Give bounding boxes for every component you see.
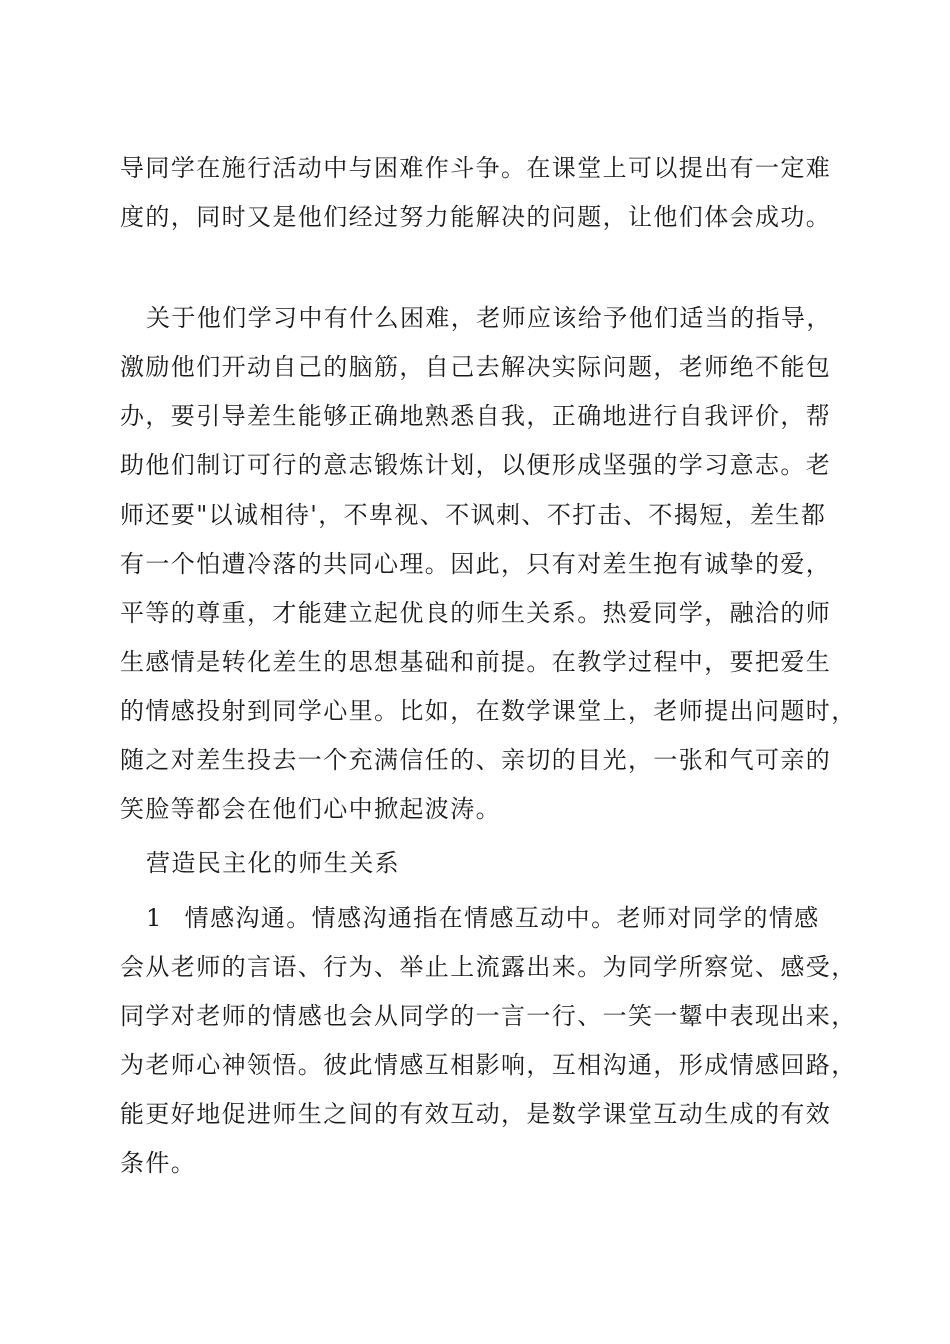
- paragraph-2-line-5: 师还要"以诚相待'，不卑视、不讽刺、不打击、不揭短，差生都: [120, 501, 827, 529]
- paragraph-3-line-2: 会从老师的言语、行为、举止上流露出来。为同学所察觉、感受，: [120, 953, 857, 981]
- paragraph-2-line-1: 关于他们学习中有什么困难，老师应该给予他们适当的指导，: [146, 304, 832, 332]
- paragraph-3-line-5: 能更好地促进师生之间的有效互动，是数学课堂互动生成的有效: [120, 1100, 832, 1128]
- paragraph-3-line-4: 为老师心神领悟。彼此情感互相影响，互相沟通，形成情感回路，: [120, 1051, 857, 1079]
- paragraph-2-line-10: 随之对差生投去一个充满信任的、亲切的目光，一张和气可亲的: [120, 746, 832, 774]
- paragraph-2-line-3: 办，要引导差生能够正确地熟悉自我，正确地进行自我评价，帮: [120, 402, 832, 430]
- section-heading: 营造民主化的师生关系: [146, 849, 400, 877]
- paragraph-2-line-7: 平等的尊重，才能建立起优良的师生关系。热爱同学，融洽的师: [120, 599, 832, 627]
- paragraph-3-line-1: [146, 903, 820, 933]
- paragraph-3-line-6: 条件。: [120, 1149, 197, 1177]
- paragraph-3-line-3: 同学对老师的情感也会从同学的一言一行、一笑一颦中表现出来，: [120, 1002, 857, 1030]
- item-number: 1: [146, 904, 163, 932]
- paragraph-3-line-1-text: 情感沟通。情感沟通指在情感互动中。老师对同学的情感: [184, 904, 820, 932]
- paragraph-1-line-2: 度的，同时又是他们经过努力能解决的问题，让他们体会成功。: [120, 203, 832, 231]
- paragraph-1-line-1: 导同学在施行活动中与困难作斗争。在课堂上可以提出有一定难: [120, 154, 832, 182]
- paragraph-2-line-4: 助他们制订可行的意志锻炼计划，以便形成坚强的学习意志。老: [120, 451, 832, 479]
- paragraph-2-line-8: 生感情是转化差生的思想基础和前提。在教学过程中，要把爱生: [120, 648, 832, 676]
- paragraph-2-line-11: 笑脸等都会在他们心中掀起波涛。: [120, 795, 501, 823]
- paragraph-2-line-2: 激励他们开动自己的脑筋，自己去解决实际问题，老师绝不能包: [120, 353, 832, 381]
- paragraph-2-line-6: 有一个怕遭冷落的共同心理。因此，只有对差生抱有诚挚的爱，: [120, 550, 832, 578]
- paragraph-2-line-9: 的情感投射到同学心里。比如，在数学课堂上，老师提出问题时，: [120, 697, 857, 725]
